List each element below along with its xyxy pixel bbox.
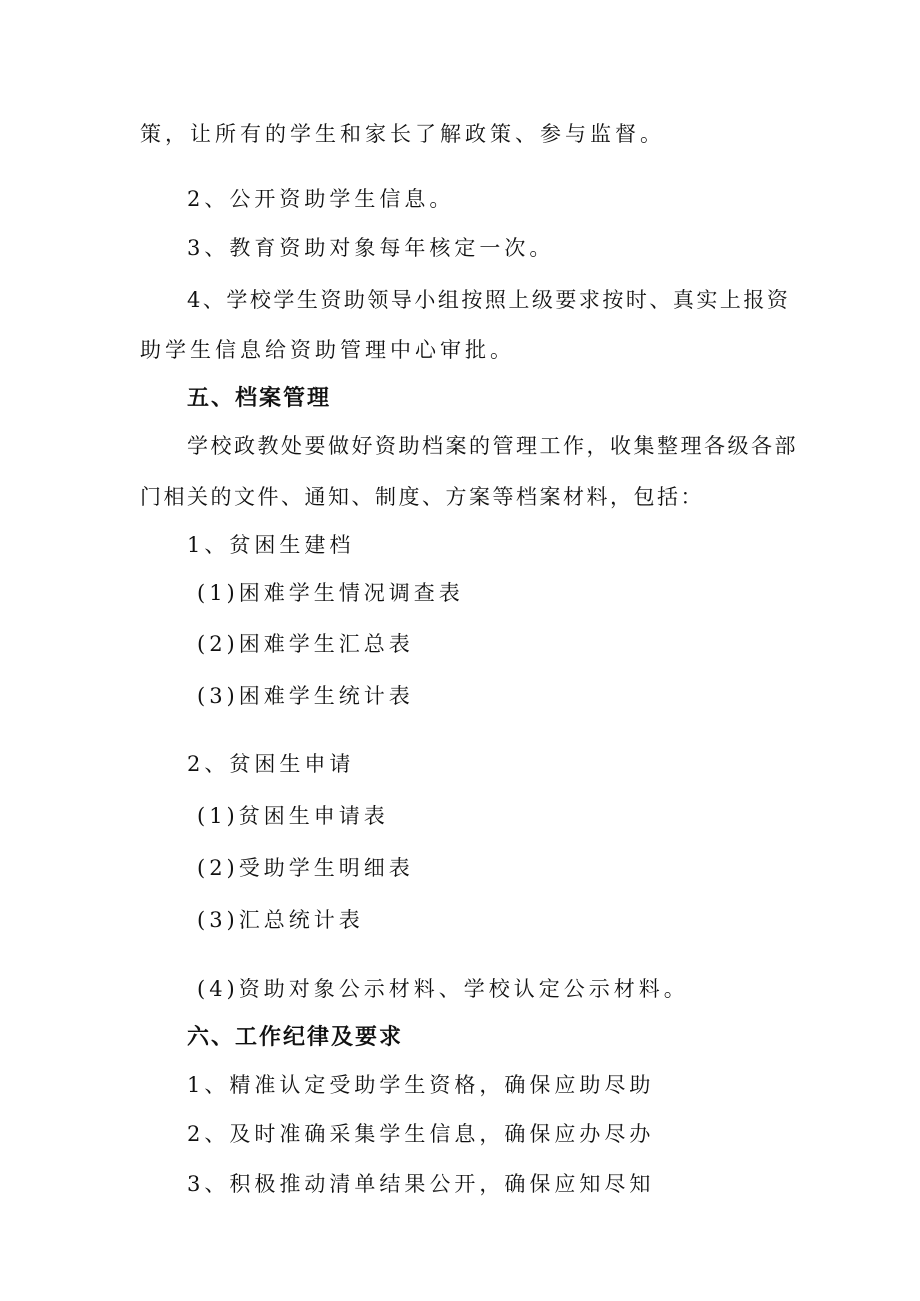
list-item: (3)困难学生统计表: [197, 684, 414, 708]
list-item: (3)汇总统计表: [197, 908, 364, 932]
body-text-line: 助学生信息给资助管理中心审批。: [140, 338, 515, 362]
list-item: 2、公开资助学生信息。: [187, 187, 455, 211]
list-item: 4、学校学生资助领导小组按照上级要求按时、真实上报资: [187, 288, 791, 312]
list-item: (4)资助对象公示材料、学校认定公示材料。: [197, 977, 689, 1001]
body-text-line: 学校政教处要做好资助档案的管理工作，收集整理各级各部: [187, 434, 798, 458]
list-item: 2、贫困生申请: [187, 752, 355, 776]
list-item: (1)贫困生申请表: [197, 804, 389, 828]
list-item: 3、积极推动清单结果公开，确保应知尽知: [187, 1172, 655, 1196]
body-text-line: 策，让所有的学生和家长了解政策、参与监督。: [140, 122, 665, 146]
list-item: (2)受助学生明细表: [197, 856, 414, 880]
list-item: (1)困难学生情况调查表: [197, 581, 464, 605]
body-text-line: 门相关的文件、通知、制度、方案等档案材料，包括：: [140, 485, 704, 509]
list-item: 3、教育资助对象每年核定一次。: [187, 236, 555, 260]
section-heading: 五、档案管理: [187, 386, 332, 411]
list-item: (2)困难学生汇总表: [197, 632, 414, 656]
list-item: 1、精准认定受助学生资格，确保应助尽助: [187, 1073, 655, 1097]
list-item: 1、贫困生建档: [187, 533, 355, 557]
list-item: 2、及时准确采集学生信息，确保应办尽办: [187, 1122, 655, 1146]
section-heading: 六、工作纪律及要求: [187, 1025, 404, 1050]
